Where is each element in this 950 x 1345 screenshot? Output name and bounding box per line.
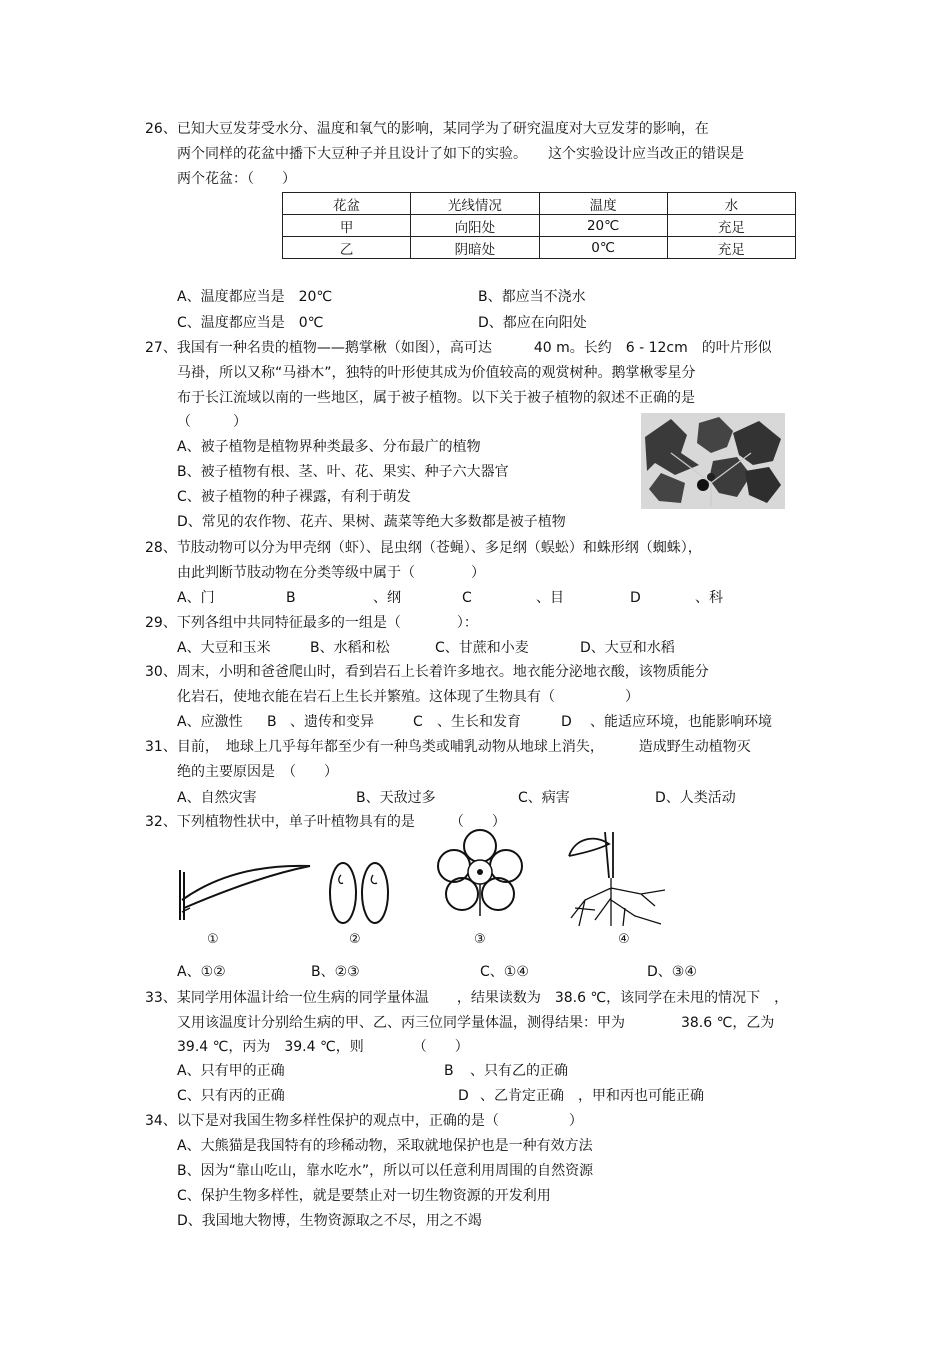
q33-option-b-letter[interactable]: B xyxy=(444,1063,454,1079)
q29-option-d[interactable]: D、大豆和水稻 xyxy=(580,640,675,656)
q27-option-c[interactable]: C、被子植物的种子裸露，有利于萌发 xyxy=(177,489,411,505)
q29-option-b[interactable]: B、水稻和松 xyxy=(310,640,390,656)
table-cell: 阴暗处 xyxy=(411,237,539,259)
table-header-cell: 花盆 xyxy=(283,193,411,215)
q28-stem-line1: 28、节肢动物可以分为甲壳纲（虾）、昆虫纲（苍蝇）、多足纲（蜈蚣）和蛛形纲（蜘蛛）， xyxy=(145,540,702,556)
table-cell: 充足 xyxy=(667,237,795,259)
q34-option-a[interactable]: A、大熊猫是我国特有的珍稀动物，采取就地保护也是一种有效方法 xyxy=(177,1138,593,1154)
q28-option-c-text[interactable]: 、目 xyxy=(536,590,564,606)
q27-option-d[interactable]: D、常见的农作物、花卉、果树、蔬菜等绝大多数都是被子植物 xyxy=(177,514,566,530)
q29-option-a[interactable]: A、大豆和玉米 xyxy=(177,640,271,656)
table-cell: 充足 xyxy=(667,215,795,237)
q32-option-a[interactable]: A、①② xyxy=(177,964,226,980)
q33-option-d-text[interactable]: 、乙肯定正确 ，甲和丙也可能正确 xyxy=(480,1088,704,1104)
q33-option-b-text[interactable]: 、只有乙的正确 xyxy=(470,1063,568,1079)
figure-label-1: ① xyxy=(207,932,219,947)
q31-option-a[interactable]: A、自然灾害 xyxy=(177,790,257,806)
q30-option-b-letter[interactable]: B xyxy=(267,714,277,730)
q31-option-d[interactable]: D、人类活动 xyxy=(655,790,736,806)
q29-option-c[interactable]: C、甘蔗和小麦 xyxy=(435,640,529,656)
q29-stem: 29、下列各组中共同特征最多的一组是（ ）： xyxy=(145,615,478,631)
q28-option-d-text[interactable]: 、科 xyxy=(695,590,723,606)
q32-option-c[interactable]: C、①④ xyxy=(480,964,529,980)
q30-stem-line2: 化岩石，使地衣能在岩石上生长并繁殖。这体现了生物具有（ ） xyxy=(177,689,639,705)
seed-halves-figure xyxy=(325,855,395,930)
q30-option-d-letter[interactable]: D xyxy=(561,714,572,730)
flower-figure xyxy=(432,828,527,923)
table-header-row xyxy=(283,193,796,215)
q30-option-b-text[interactable]: 、遗传和变异 xyxy=(290,714,374,730)
q26-option-c[interactable]: C、温度都应当是 0℃ xyxy=(177,315,324,331)
q30-option-c-text[interactable]: 、生长和发育 xyxy=(437,714,521,730)
monocot-seedling-figure xyxy=(170,850,320,930)
q31-stem-line2: 绝的主要原因是 （ ） xyxy=(177,764,338,780)
q26-option-a[interactable]: A、温度都应当是 20℃ xyxy=(177,289,333,305)
q28-option-d-letter[interactable]: D xyxy=(630,590,641,606)
q30-stem-line1: 30、周末，小明和爸爸爬山时，看到岩石上长着许多地衣。地衣能分泌地衣酸，该物质能分 xyxy=(145,664,709,680)
table-cell: 甲 xyxy=(283,215,411,237)
q33-stem-line2: 又用该温度计分别给生病的甲、乙、丙三位同学量体温，测得结果：甲为 38.6 ℃，乙为 xyxy=(177,1015,775,1031)
q33-option-a[interactable]: A、只有甲的正确 xyxy=(177,1063,285,1079)
q26-option-d[interactable]: D、都应在向阳处 xyxy=(478,315,587,331)
q32-option-b[interactable]: B、②③ xyxy=(311,964,360,980)
table-row xyxy=(283,215,796,237)
q33-stem-line3: 39.4 ℃，丙为 39.4 ℃，则 （ ） xyxy=(177,1039,469,1055)
q28-option-b-text[interactable]: 、纲 xyxy=(373,590,401,606)
q28-option-a[interactable]: A、门 xyxy=(177,590,215,606)
q26-stem-line2: 两个同样的花盆中播下大豆种子并且设计了如下的实验。 这个实验设计应当改正的错误是 xyxy=(177,146,744,162)
q27-option-b[interactable]: B、被子植物有根、茎、叶、花、果实、种子六大器官 xyxy=(177,464,509,480)
q27-stem-line1: 27、我国有一种名贵的植物——鹅掌楸（如图），高可达 40 m。长约 6 - 12cm 的叶片形似 xyxy=(145,340,772,356)
q27-stem-line3: 布于长江流域以南的一些地区，属于被子植物。以下关于被子植物的叙述不正确的是 xyxy=(177,390,695,406)
table-cell: 向阳处 xyxy=(411,215,539,237)
table-header-cell: 温度 xyxy=(539,193,667,215)
q28-option-c-letter[interactable]: C xyxy=(462,590,472,606)
q28-stem-line2: 由此判断节肢动物在分类等级中属于（ ） xyxy=(177,565,485,581)
q31-option-c[interactable]: C、病害 xyxy=(518,790,570,806)
q26-stem-line1: 26、已知大豆发芽受水分、温度和氧气的影响，某同学为了研究温度对大豆发芽的影响，在 xyxy=(145,121,709,137)
taproot-seedling-figure xyxy=(565,828,675,928)
q31-stem-line1: 31、目前， 地球上几乎每年都至少有一种鸟类或哺乳动物从地球上消失， 造成野生动植物灭 xyxy=(145,739,751,755)
q32-option-d[interactable]: D、③④ xyxy=(647,964,697,980)
table-cell: 20℃ xyxy=(539,215,667,237)
q31-option-b[interactable]: B、天敌过多 xyxy=(356,790,436,806)
q30-option-d-text[interactable]: 、能适应环境，也能影响环境 xyxy=(590,714,772,730)
table-cell: 0℃ xyxy=(539,237,667,259)
q34-option-d[interactable]: D、我国地大物博，生物资源取之不尽，用之不竭 xyxy=(177,1213,482,1229)
q33-stem-line1: 33、某同学用体温计给一位生病的同学量体温 ，结果读数为 38.6 ℃，该同学在未甩的情况下 ， xyxy=(145,990,789,1006)
q27-stem-line2: 马褂，所以又称“马褂木”，独特的叶形使其成为价值较高的观赏树种。鹅掌楸零星分 xyxy=(177,365,696,381)
table-row xyxy=(283,237,796,259)
q33-option-c[interactable]: C、只有丙的正确 xyxy=(177,1088,285,1104)
table-header-cell: 水 xyxy=(667,193,795,215)
q27-answer-blank: （ ） xyxy=(177,414,247,430)
tulip-tree-leaf-photo xyxy=(641,413,785,509)
q26-option-b[interactable]: B、都应当不浇水 xyxy=(478,289,586,305)
figure-label-3: ③ xyxy=(474,932,486,947)
q34-option-c[interactable]: C、保护生物多样性，就是要禁止对一切生物资源的开发利用 xyxy=(177,1188,551,1204)
q26-experiment-table xyxy=(282,192,796,259)
q27-option-a[interactable]: A、被子植物是植物界种类最多、分布最广的植物 xyxy=(177,439,481,455)
q30-option-a[interactable]: A、应激性 xyxy=(177,714,243,730)
figure-label-4: ④ xyxy=(618,932,630,947)
q34-option-b[interactable]: B、因为“靠山吃山，靠水吃水”，所以可以任意利用周围的自然资源 xyxy=(177,1163,594,1179)
table-cell: 乙 xyxy=(283,237,411,259)
q28-option-b-letter[interactable]: B xyxy=(286,590,296,606)
q32-stem: 32、下列植物性状中，单子叶植物具有的是 （ ） xyxy=(145,814,506,830)
q34-stem: 34、以下是对我国生物多样性保护的观点中，正确的是（ ） xyxy=(145,1113,583,1129)
table-header-cell: 光线情况 xyxy=(411,193,539,215)
q26-stem-line3: 两个花盆：（ ） xyxy=(177,171,296,187)
q33-option-d-letter[interactable]: D xyxy=(458,1088,469,1104)
q30-option-c-letter[interactable]: C xyxy=(413,714,423,730)
figure-label-2: ② xyxy=(349,932,361,947)
